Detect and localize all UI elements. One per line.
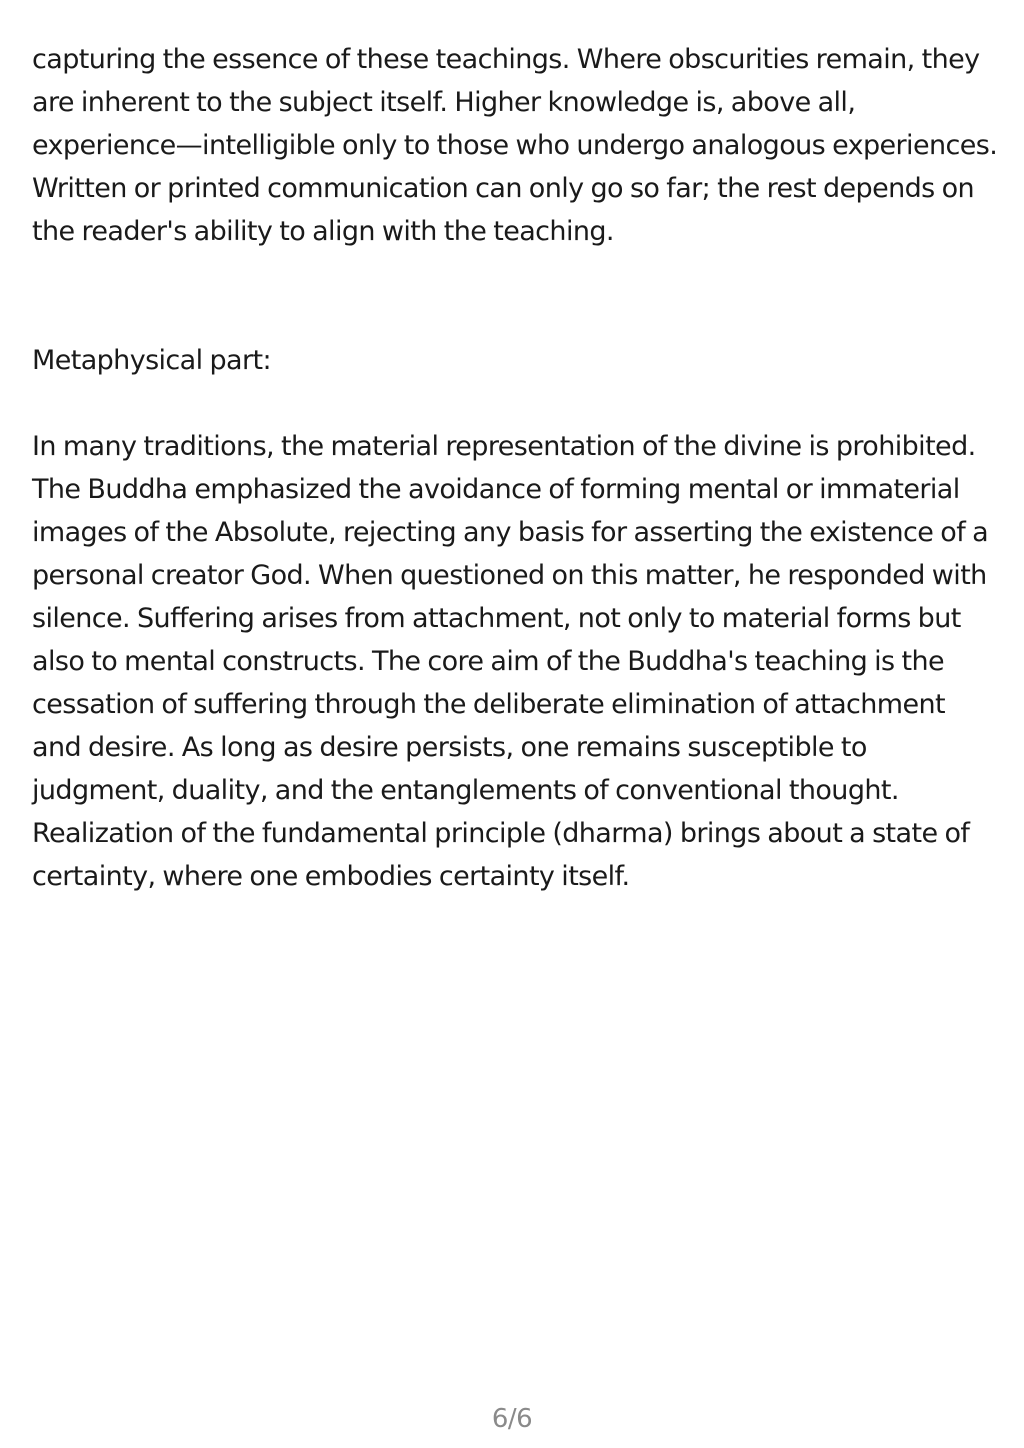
section-paragraph: In many traditions, the material representation of the divine is prohibited. The Buddha emphasized the avoidance of forming mental or immaterial images of the Absolute, rejecting any basis for asserting the existence of a personal creator God. When questioned on this matter, he responded with silence. Suffering arises from attachment, not only to material forms but also to mental constructs. The core aim of the Buddha's teaching is the cessation of suffering through the deliberate elimination of attachment and desire. As long as desire persists, one remains susceptible to judgment, duality, and the entanglements of conventional thought. Realization of the fundamental principle (dharma) brings about a state of certainty, where one embodies certainty itself.: [32, 431, 989, 892]
page-indicator: 6/6: [491, 1404, 533, 1434]
heading-gap: [32, 382, 998, 425]
section-gap: [32, 253, 998, 339]
intro-paragraph: capturing the essence of these teachings. Where obscurities remain, they are inherent to the subject itself. Higher knowledge is, above all, experience—intelligible only to those who undergo analogous experiences. Written or printed communication can only go so far; the rest depends on the reader's ability to align with the teaching.: [32, 44, 998, 247]
section-heading: Metaphysical part:: [32, 345, 271, 376]
document-page: [32, 38, 998, 898]
